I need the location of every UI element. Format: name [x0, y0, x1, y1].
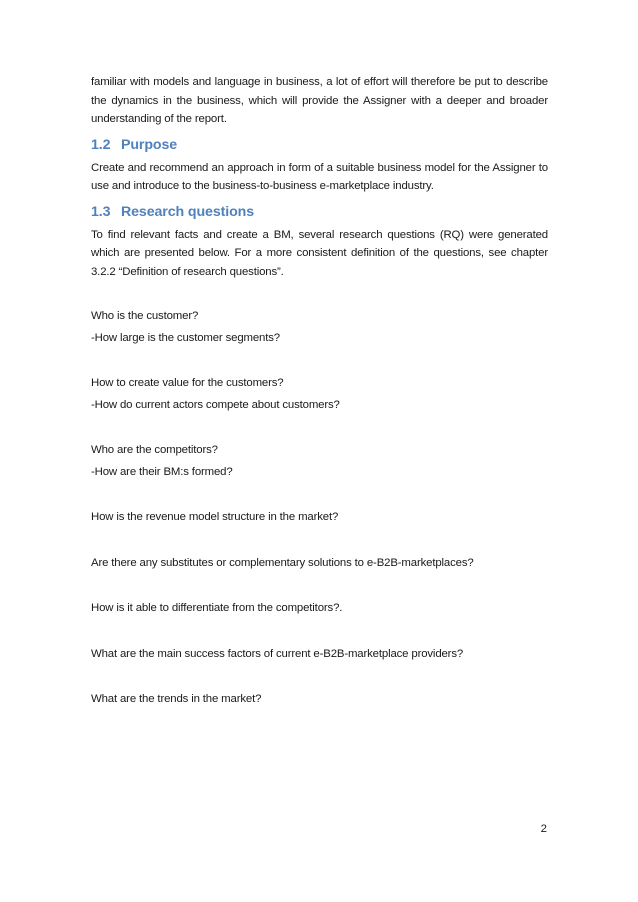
- research-question: How is the revenue model structure in the market?: [91, 511, 339, 523]
- intro-paragraph: familiar with models and language in business, a lot of effort will therefore be put to describe the dynamics in the business, which will provide the Assigner with a deeper and broader understanding of the report.: [91, 76, 548, 125]
- research-question: What are the trends in the market?: [91, 693, 262, 705]
- research-sub-question: -How are their BM:s formed?: [91, 465, 233, 478]
- research-sub-question: -How do current actors compete about customers?: [91, 398, 340, 411]
- page-content: [91, 73, 548, 736]
- section-heading-research-questions: [91, 203, 548, 221]
- research-question-group: [91, 374, 548, 414]
- research-questions-list: [91, 307, 548, 709]
- purpose-paragraph: Create and recommend an approach in form of a suitable business model for the Assigner to use and introduce to the business-to-business e-marketplace industry.: [91, 161, 548, 192]
- section-heading-purpose: [91, 136, 548, 154]
- research-question-group: [91, 599, 548, 618]
- section-number: 1.3: [91, 203, 111, 220]
- research-question-group: [91, 307, 548, 347]
- research-question: Who are the competitors?: [91, 444, 218, 456]
- research-question-group: [91, 645, 548, 664]
- research-questions-paragraph: To find relevant facts and create a BM, several research questions (RQ) were generated which are presented below. For a more consistent definition of the questions, see chapter 3.2.2 “Definition of research questions”.: [91, 228, 548, 278]
- research-question: Who is the customer?: [91, 310, 199, 322]
- research-question-group: [91, 554, 548, 573]
- research-question-group: [91, 441, 548, 481]
- research-question: Are there any substitutes or complementary solutions to e-B2B-marketplaces?: [91, 556, 474, 569]
- section-number: 1.2: [91, 136, 111, 153]
- page-number: 2: [540, 823, 547, 835]
- research-sub-question: -How large is the customer segments?: [91, 331, 280, 344]
- research-question-group: [91, 690, 548, 709]
- section-title: Purpose: [121, 136, 178, 153]
- research-question: How to create value for the customers?: [91, 377, 284, 389]
- research-question: What are the main success factors of current e-B2B-marketplace providers?: [91, 647, 464, 660]
- research-question-group: [91, 508, 548, 527]
- research-question: How is it able to differentiate from the competitors?.: [91, 602, 343, 614]
- section-title: Research questions: [121, 203, 255, 220]
